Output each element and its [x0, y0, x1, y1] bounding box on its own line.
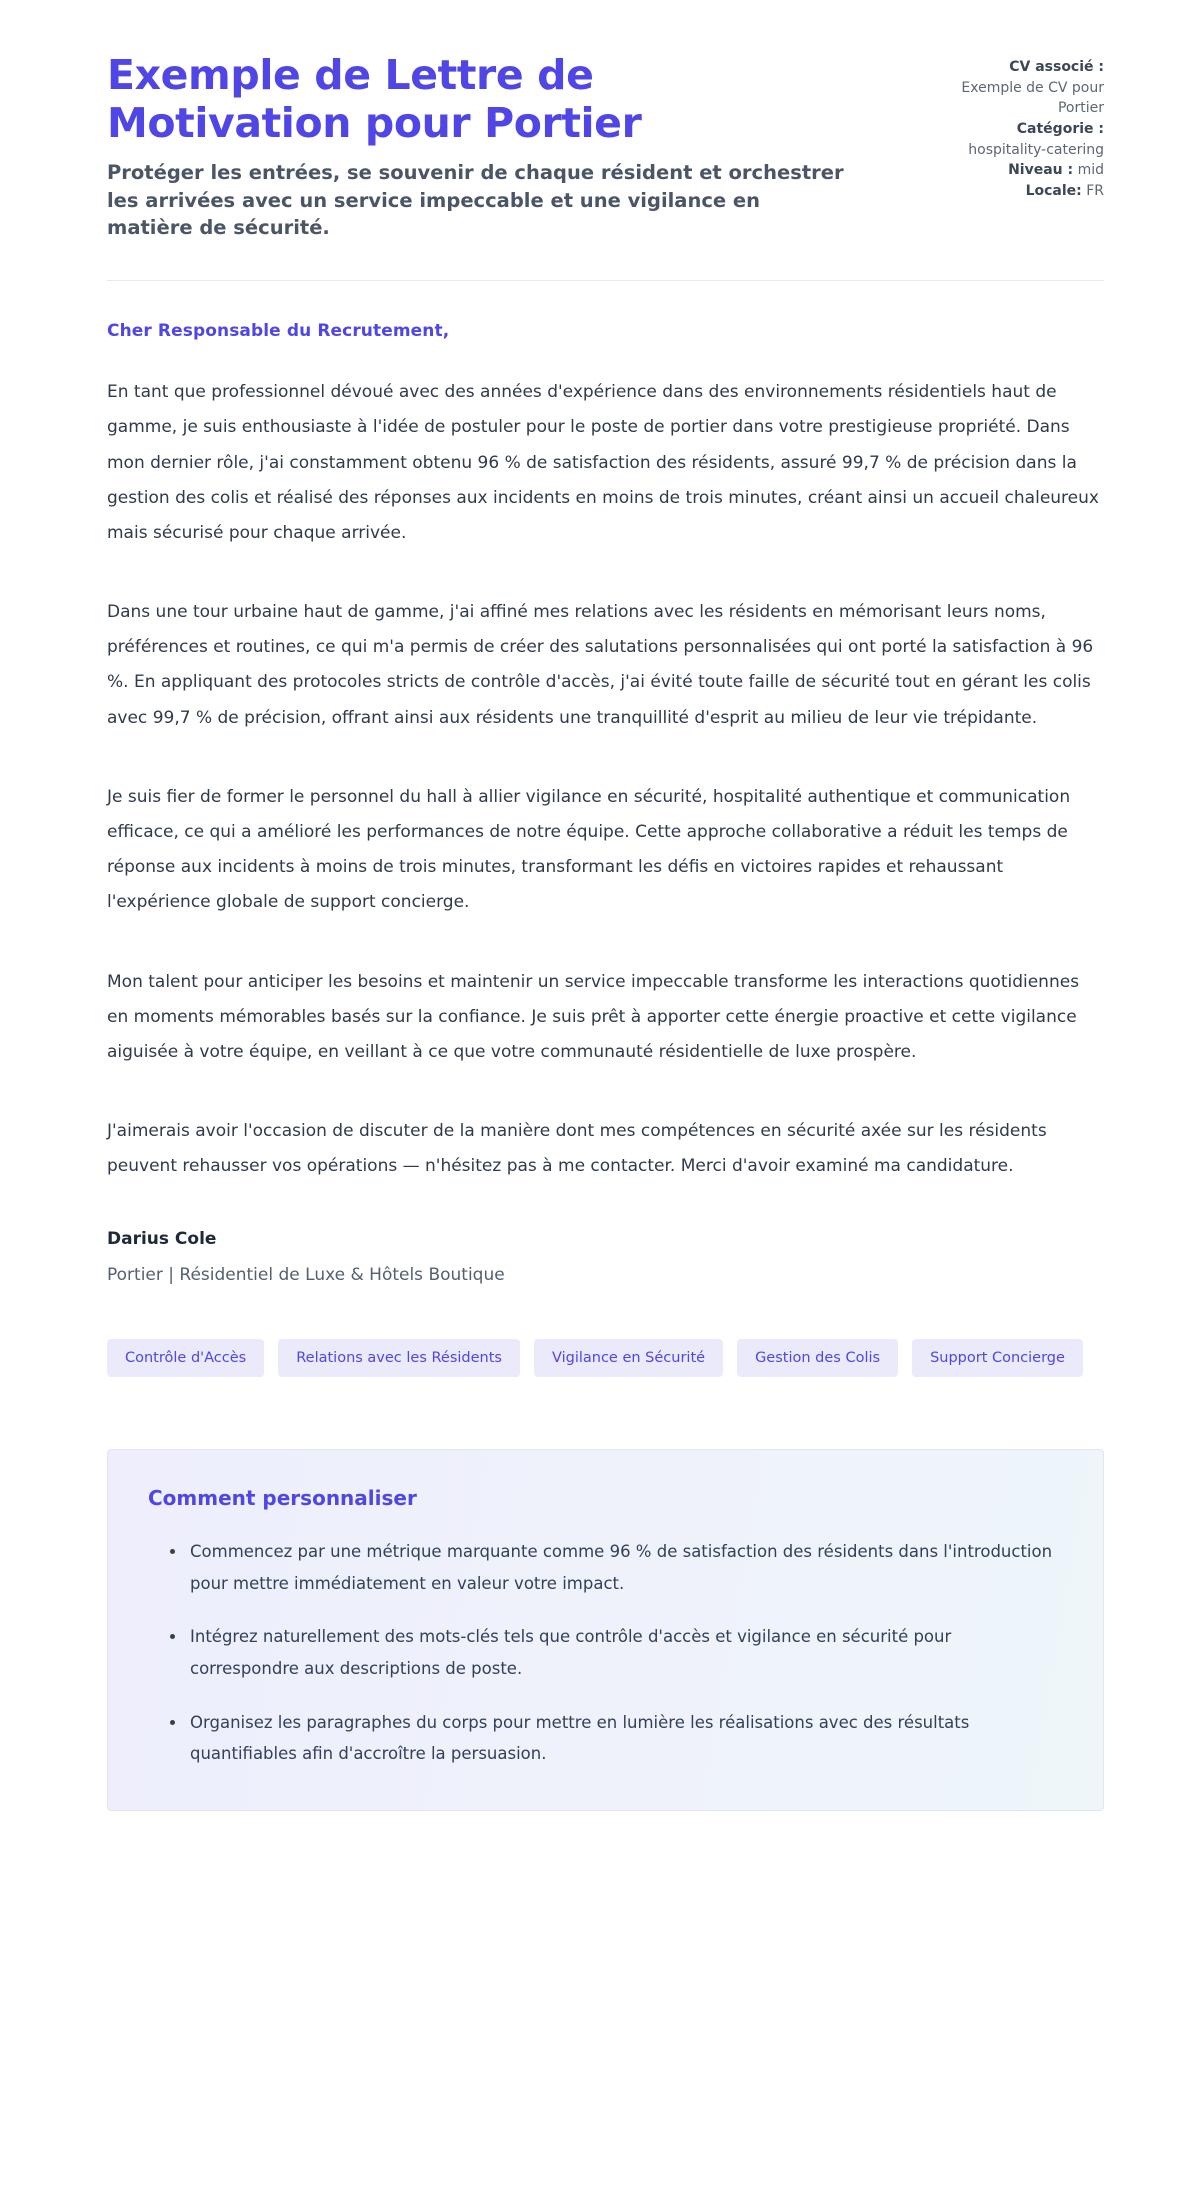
- letter-paragraph: En tant que professionnel dévoué avec des années d'expérience dans des environnements résidentiels haut de gamme, je suis enthousiaste à l'idée de postuler pour le poste de portier dans votre prestigieuse propriété. Dans mon dernier rôle, j'ai constamment obtenu 96 % de satisfaction des résidents, assuré 99,7 % de précision dans la gestion des colis et réalisé des réponses aux incidents en moins de trois minutes, créant ainsi un accueil chaleureux mais sécurisé pour chaque arrivée.: [107, 382, 1099, 543]
- header-text-block: [107, 52, 914, 242]
- skill-tag[interactable]: Contrôle d'Accès: [107, 1339, 264, 1378]
- callout-title: Comment personnaliser: [148, 1486, 417, 1511]
- meta-row-locale: [954, 182, 1104, 202]
- signature-role: Portier | Résidentiel de Luxe & Hôtels Boutique: [107, 1264, 505, 1285]
- signature-name: Darius Cole: [107, 1228, 217, 1249]
- page-header: [107, 44, 1104, 242]
- meta-value-category: hospitality-catering: [968, 141, 1104, 158]
- meta-value-locale: FR: [1086, 183, 1104, 200]
- callout-tip-item: Organisez les paragraphes du corps pour mettre en lumière les réalisations avec des résultats quantifiables afin d'accroître la persuasion.: [170, 1707, 1063, 1770]
- meta-value-level: mid: [1077, 162, 1104, 179]
- letter-salutation: Cher Responsable du Recrutement,: [107, 321, 450, 342]
- meta-label-locale: Locale:: [1025, 183, 1082, 200]
- letter-body: [107, 281, 1104, 1284]
- skill-tag[interactable]: Gestion des Colis: [737, 1339, 898, 1378]
- callout-tip-item: Intégrez naturellement des mots-clés tels que contrôle d'accès et vigilance en sécurité pour correspondre aux descriptions de poste.: [170, 1621, 1063, 1684]
- callout-tip-item: Commencez par une métrique marquante comme 96 % de satisfaction des résidents dans l'introduction pour mettre immédiatement en valeur votre impact.: [170, 1536, 1063, 1599]
- meta-value-category-row: [954, 141, 1104, 161]
- customization-callout: [107, 1449, 1104, 1811]
- meta-row-cv: [954, 58, 1104, 78]
- page-subtitle: Protéger les entrées, se souvenir de chaque résident et orchestrer les arrivées avec un service impeccable et une vigilance en matière de sécurité.: [107, 161, 844, 240]
- letter-paragraph: Mon talent pour anticiper les besoins et maintenir un service impeccable transforme les interactions quotidiennes en moments mémorables basés sur la confiance. Je suis prêt à apporter cette énergie proactive et cette vigilance aiguisée à votre équipe, en veillant à ce que votre communauté résidentielle de luxe prospère.: [107, 971, 1080, 1062]
- callout-tip-list: [148, 1536, 1063, 1770]
- letter-paragraph: Je suis fier de former le personnel du hall à allier vigilance en sécurité, hospitalité authentique et communication efficace, ce qui a amélioré les performances de notre équipe. Cette approche collaborative a réduit les temps de réponse aux incidents à moins de trois minutes, transformant les défis en victoires rapides et rehaussant l'expérience globale de support concierge.: [107, 786, 1071, 913]
- skill-tag[interactable]: Support Concierge: [912, 1339, 1083, 1378]
- meta-label-category: Catégorie :: [1016, 120, 1104, 137]
- skill-tag[interactable]: Relations avec les Résidents: [278, 1339, 520, 1378]
- meta-row-category: [954, 120, 1104, 140]
- document-metadata: [954, 52, 1104, 203]
- meta-label-cv: CV associé :: [1009, 59, 1104, 75]
- letter-paragraph: Dans une tour urbaine haut de gamme, j'ai affiné mes relations avec les résidents en mémorisant leurs noms, préférences et routines, ce qui m'a permis de créer des salutations personnalisées qui ont porté la satisfaction à 96 %. En appliquant des protocoles stricts de contrôle d'accès, j'ai évité toute faille de sécurité tout en gérant les colis avec 99,7 % de précision, offrant ainsi aux résidents une tranquillité d'esprit au milieu de leur vie trépidante.: [107, 602, 1094, 728]
- meta-value-cv-row: [954, 79, 1104, 119]
- letter-paragraph: J'aimerais avoir l'occasion de discuter de la manière dont mes compétences en sécurité axée sur les résidents peuvent rehausser vos opérations — n'hésitez pas à me contacter. Merci d'avoir examiné ma candidature.: [107, 1121, 1047, 1177]
- meta-value-cv: Exemple de CV pour Portier: [961, 79, 1104, 116]
- page-title: Exemple de Lettre de Motivation pour Portier: [107, 51, 642, 147]
- skill-tag-list: [107, 1339, 1104, 1378]
- skill-tag[interactable]: Vigilance en Sécurité: [534, 1339, 723, 1378]
- meta-row-level: [954, 161, 1104, 181]
- meta-label-level: Niveau :: [1008, 162, 1074, 179]
- signature-block: [107, 1229, 1104, 1285]
